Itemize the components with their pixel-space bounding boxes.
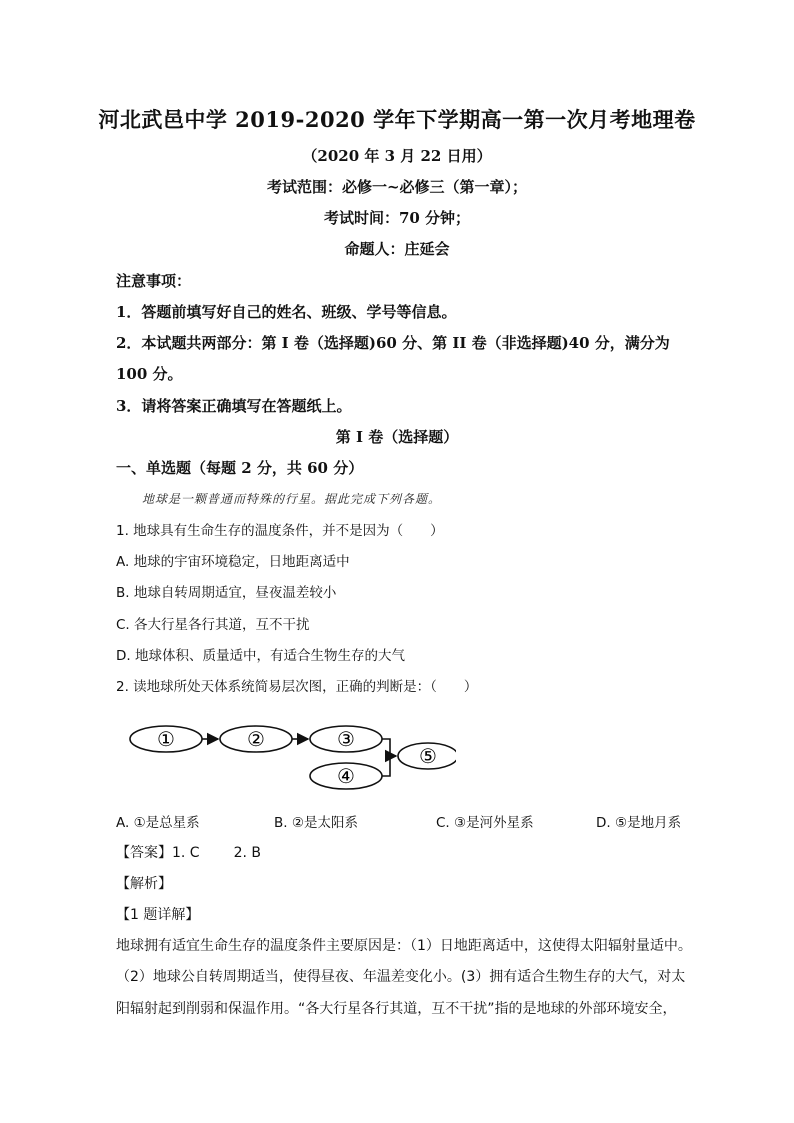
- analysis-detail-label: 【1 题详解】: [116, 907, 200, 923]
- notice-item-3: 3．请将答案正确填写在答题纸上。: [116, 397, 352, 415]
- bracket-3-4: [382, 739, 390, 776]
- answer-label: 【答案】: [116, 845, 172, 861]
- node-1-label: ①: [157, 727, 175, 751]
- question-1-stem: 1. 地球具有生命生存的温度条件，并不是因为（ ）: [116, 523, 444, 539]
- question-2-option-c: C. ③是河外星系: [436, 815, 534, 831]
- notice-heading: 注意事项：: [116, 272, 192, 290]
- part-heading: 一、单选题（每题 2 分，共 60 分）: [116, 459, 364, 477]
- notice-item-2-cont: 100 分。: [116, 365, 183, 383]
- analysis-label: 【解析】: [116, 876, 172, 892]
- question-lead: 地球是一颗普通而特殊的行星。据此完成下列各题。: [142, 492, 442, 506]
- question-2-option-b: B. ②是太阳系: [274, 815, 358, 831]
- notice-item-1: 1．答题前填写好自己的姓名、班级、学号等信息。: [116, 303, 457, 321]
- node-5-label: ⑤: [419, 744, 437, 768]
- analysis-paragraph-3: 阳辐射起到削弱和保温作用。“各大行星各行其道，互不干扰”指的是地球的外部环境安全，: [116, 1001, 677, 1017]
- answer-line: [116, 842, 261, 862]
- question-2-stem: 2. 读地球所处天体系统简易层次图，正确的判断是：（ ）: [116, 679, 478, 695]
- volume-heading: 第 I 卷（选择题）: [335, 428, 459, 446]
- exam-time: 考试时间：70 分钟；: [323, 209, 471, 227]
- question-1-option-a: A. 地球的宇宙环境稳定，日地距离适中: [116, 554, 350, 570]
- question-2-option-a: A. ①是总星系: [116, 815, 200, 831]
- analysis-paragraph-2: （2）地球公自转周期适当，使得昼夜、年温差变化小。(3）拥有适合生物生存的大气，对太: [116, 969, 686, 985]
- notice-item-2: 2．本试题共两部分：第 I 卷（选择题)60 分、第 II 卷（非选择题)40 分，满分为: [116, 334, 670, 352]
- question-1-option-c: C. 各大行星各行其道，互不干扰: [116, 617, 310, 633]
- node-2-label: ②: [247, 727, 265, 751]
- question-2-option-d: D. ⑤是地月系: [596, 815, 682, 831]
- node-4-label: ④: [337, 764, 355, 788]
- question-1-option-d: D. 地球体积、质量适中，有适合生物生存的大气: [116, 648, 405, 664]
- analysis-paragraph-1: 地球拥有适宜生命生存的温度条件主要原因是：（1）日地距离适中，这使得太阳辐射量适中。: [116, 938, 692, 954]
- answer-q1: 1. C: [172, 845, 200, 861]
- answer-q2: 2. B: [233, 845, 262, 861]
- exam-date: （2020 年 3 月 22 日用）: [302, 147, 492, 165]
- exam-title: 河北武邑中学 2019-2020 学年下学期高一第一次月考地理卷: [98, 107, 696, 132]
- question-1-option-b: B. 地球自转周期适宜，昼夜温差较小: [116, 585, 337, 601]
- node-3-label: ③: [337, 727, 355, 751]
- celestial-system-diagram: [126, 716, 456, 816]
- exam-author: 命题人：庄延会: [344, 240, 450, 258]
- exam-scope: 考试范围：必修一~必修三（第一章）；: [266, 178, 528, 196]
